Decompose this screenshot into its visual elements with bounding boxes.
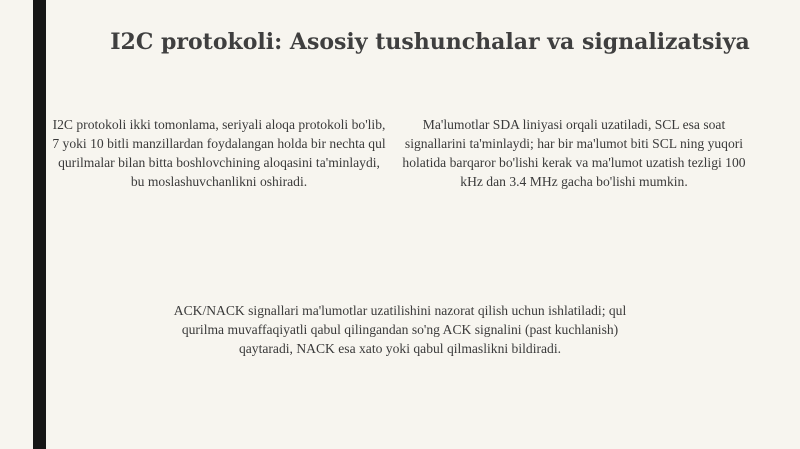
slide-title: I2C protokoli: Asosiy tushunchalar va signalizatsiya xyxy=(110,29,750,55)
accent-bar xyxy=(33,0,46,449)
paragraph-bottom: ACK/NACK signallari ma'lumotlar uzatilishini nazorat qilish uchun ishlatiladi; qul qurilma muvaffaqiyatli qabul qilingandan so'ng ACK signalini (past kuchlanish) qaytaradi, NACK esa xato yoki qabul qilmaslikni bildiradi. xyxy=(173,303,627,356)
paragraph-left: I2C protokoli ikki tomonlama, seriyali aloqa protokoli bo'lib, 7 yoki 10 bitli manzillardan foydalangan holda bir nechta qul qurilmalar bilan bitta boshlovchining aloqasini ta'minlaydi, bu moslashuvchanlikni oshiradi. xyxy=(52,117,386,189)
paragraph-right: Ma'lumotlar SDA liniyasi orqali uzatiladi, SCL esa soat signallarini ta'minlaydi; har bir ma'lumot biti SCL ning yuqori holatida barqaror bo'lishi kerak va ma'lumot uzatish tezligi 100 kHz dan 3.4 MHz gacha bo'lishi mumkin. xyxy=(402,117,746,189)
